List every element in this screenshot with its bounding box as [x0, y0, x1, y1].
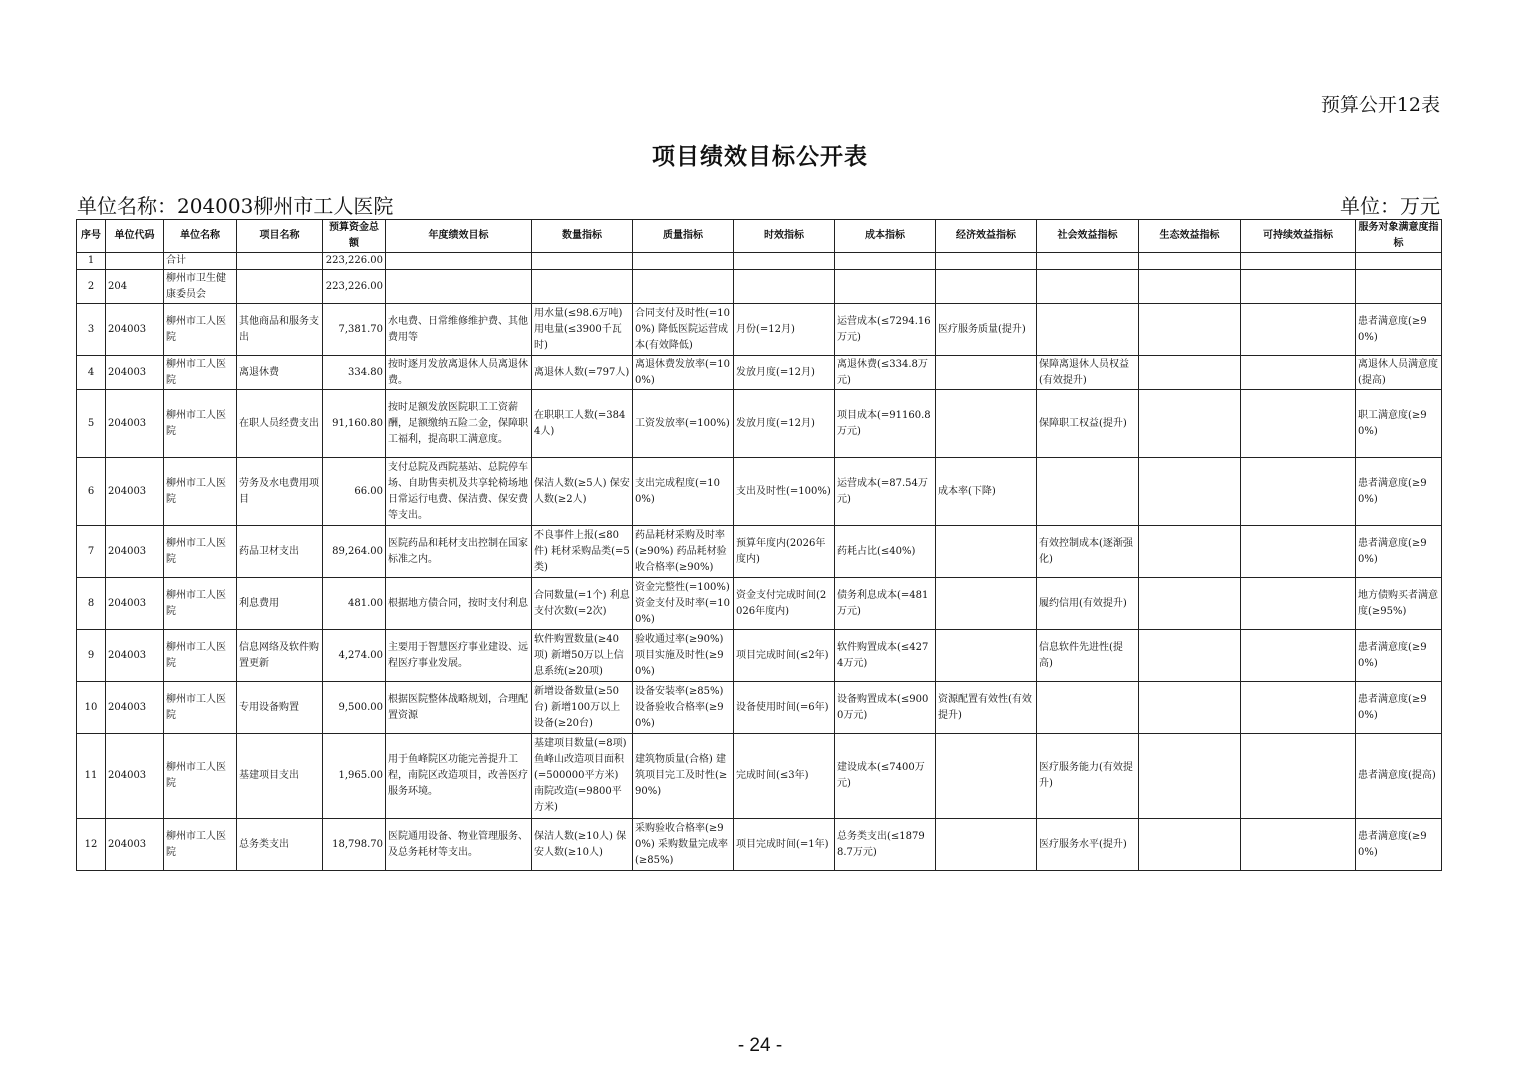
table-cell: 有效控制成本(逐渐强化) [1037, 526, 1139, 578]
table-cell: 建设成本(≤7400万元) [835, 734, 936, 819]
table-cell [936, 819, 1037, 871]
table-cell: 运营成本(≤7294.16万元) [835, 304, 936, 356]
table-cell: 设备安装率(≥85%) 设备验收合格率(≥90%) [633, 682, 734, 734]
table-cell [1241, 270, 1356, 304]
table-cell: 支出完成程度(=100%) [633, 458, 734, 526]
table-cell: 不良事件上报(≤80件) 耗材采购品类(=5类) [532, 526, 633, 578]
table-cell: 根据医院整体战略规划，合理配置资源 [386, 682, 532, 734]
table-cell: 主要用于智慧医疗事业建设、远程医疗事业发展。 [386, 630, 532, 682]
table-cell: 患者满意度(≥90%) [1356, 458, 1442, 526]
table-cell: 8 [77, 578, 106, 630]
table-cell: 12 [77, 819, 106, 871]
table-cell [936, 578, 1037, 630]
table-row [77, 682, 1442, 734]
table-cell: 地方债购买者满意度(≥95%) [1356, 578, 1442, 630]
table-cell: 89,264.00 [323, 526, 386, 578]
table-cell: 合计 [164, 253, 237, 270]
table-cell [1037, 270, 1139, 304]
table-cell: 204003 [106, 356, 164, 390]
col-header: 数量指标 [532, 220, 633, 253]
table-cell: 医疗服务能力(有效提升) [1037, 734, 1139, 819]
table-cell [1139, 458, 1241, 526]
unit-name-label: 单位名称：204003柳州市工人医院 [77, 194, 394, 218]
table-cell [1139, 734, 1241, 819]
table-cell [1356, 270, 1442, 304]
table-cell: 204003 [106, 578, 164, 630]
table-cell [936, 630, 1037, 682]
table-cell: 基建项目支出 [237, 734, 323, 819]
table-cell: 204003 [106, 734, 164, 819]
table-cell [734, 270, 835, 304]
table-cell [936, 270, 1037, 304]
table-cell [1139, 578, 1241, 630]
col-header: 年度绩效目标 [386, 220, 532, 253]
table-cell: 项目完成时间(≤2年) [734, 630, 835, 682]
table-cell: 支付总院及西院基站、总院停车场、自助售卖机及共享轮椅场地日常运行电费、保洁费、保安费等支出。 [386, 458, 532, 526]
table-cell: 204003 [106, 526, 164, 578]
table-cell: 项目完成时间(=1年) [734, 819, 835, 871]
table-cell: 10 [77, 682, 106, 734]
table-cell: 合同支付及时性(=100%) 降低医院运营成本(有效降低) [633, 304, 734, 356]
table-cell [835, 253, 936, 270]
table-cell: 保障职工权益(提升) [1037, 390, 1139, 458]
table-cell: 项目成本(=91160.8万元) [835, 390, 936, 458]
table-body [77, 253, 1442, 871]
table-cell [237, 270, 323, 304]
table-cell: 根据地方债合同，按时支付利息 [386, 578, 532, 630]
table-cell: 柳州市工人医院 [164, 734, 237, 819]
table-cell [1139, 253, 1241, 270]
table-cell [1241, 253, 1356, 270]
table-cell: 患者满意度(≥90%) [1356, 304, 1442, 356]
table-cell: 运营成本(=87.54万元) [835, 458, 936, 526]
table-cell: 药耗占比(≤40%) [835, 526, 936, 578]
table-cell: 患者满意度(≥90%) [1356, 682, 1442, 734]
table-cell: 履约信用(有效提升) [1037, 578, 1139, 630]
table-row [77, 304, 1442, 356]
table-cell: 资金支付完成时间(2026年度内) [734, 578, 835, 630]
table-cell: 在职人员经费支出 [237, 390, 323, 458]
table-cell: 工资发放率(=100%) [633, 390, 734, 458]
table-cell [1139, 390, 1241, 458]
table-cell: 完成时间(≤3年) [734, 734, 835, 819]
table-cell [936, 253, 1037, 270]
table-cell [1241, 734, 1356, 819]
table-row [77, 270, 1442, 304]
table-cell: 采购验收合格率(≥90%) 采购数量完成率(≥85%) [633, 819, 734, 871]
table-number-label: 预算公开12表 [1320, 94, 1440, 116]
table-cell: 204003 [106, 682, 164, 734]
table-cell: 柳州市工人医院 [164, 356, 237, 390]
table-cell: 334.80 [323, 356, 386, 390]
col-header: 单位代码 [106, 220, 164, 253]
table-cell [1139, 526, 1241, 578]
table-cell: 医疗服务质量(提升) [936, 304, 1037, 356]
table-cell [936, 734, 1037, 819]
col-header: 生态效益指标 [1139, 220, 1241, 253]
table-cell: 水电费、日常维修维护费、其他费用等 [386, 304, 532, 356]
table-cell: 建筑物质量(合格) 建筑项目完工及时性(≥90%) [633, 734, 734, 819]
table-cell [1037, 458, 1139, 526]
table-cell: 基建项目数量(=8项) 鱼峰山改造项目面积(=500000平方米) 南院改造(=9800平方米) [532, 734, 633, 819]
table-cell [532, 253, 633, 270]
table-cell: 验收通过率(≥90%) 项目实施及时性(≥90%) [633, 630, 734, 682]
table-cell: 医疗服务水平(提升) [1037, 819, 1139, 871]
table-cell: 专用设备购置 [237, 682, 323, 734]
table-cell: 信息网络及软件购置更新 [237, 630, 323, 682]
table-cell: 离退休费 [237, 356, 323, 390]
col-header: 可持续效益指标 [1241, 220, 1356, 253]
table-cell: 用于鱼峰院区功能完善提升工程，南院区改造项目，改善医疗服务环境。 [386, 734, 532, 819]
table-cell: 发放月度(=12月) [734, 356, 835, 390]
table-cell: 柳州市工人医院 [164, 819, 237, 871]
table-cell: 其他商品和服务支出 [237, 304, 323, 356]
table-cell: 204003 [106, 458, 164, 526]
table-cell: 预算年度内(2026年度内) [734, 526, 835, 578]
table-cell: 3 [77, 304, 106, 356]
table-cell [1139, 356, 1241, 390]
table-cell [936, 526, 1037, 578]
performance-table [76, 219, 1442, 871]
table-cell: 信息软件先进性(提高) [1037, 630, 1139, 682]
table-cell [1241, 304, 1356, 356]
table-row [77, 819, 1442, 871]
table-row [77, 253, 1442, 270]
col-header: 质量指标 [633, 220, 734, 253]
table-cell [1241, 526, 1356, 578]
table-cell [734, 253, 835, 270]
table-cell [386, 270, 532, 304]
table-cell: 223,226.00 [323, 253, 386, 270]
table-cell: 患者满意度(≥90%) [1356, 630, 1442, 682]
table-cell: 离退休费(≤334.8万元) [835, 356, 936, 390]
table-cell: 6 [77, 458, 106, 526]
table-cell: 按时足额发放医院职工工资薪酬，足额缴纳五险二金，保障职工福利，提高职工满意度。 [386, 390, 532, 458]
unit-info-row [77, 190, 1440, 216]
table-cell [1139, 270, 1241, 304]
table-cell: 总务类支出(≤18798.7万元) [835, 819, 936, 871]
table-cell [1241, 819, 1356, 871]
table-cell: 患者满意度(提高) [1356, 734, 1442, 819]
col-header: 单位名称 [164, 220, 237, 253]
table-row [77, 458, 1442, 526]
table-cell: 用水量(≤98.6万吨) 用电量(≤3900千瓦时) [532, 304, 633, 356]
table-cell [1241, 356, 1356, 390]
col-header: 成本指标 [835, 220, 936, 253]
table-cell: 1,965.00 [323, 734, 386, 819]
table-cell [633, 270, 734, 304]
table-cell: 债务利息成本(=481万元) [835, 578, 936, 630]
table-cell: 资源配置有效性(有效提升) [936, 682, 1037, 734]
col-header: 预算资金总额 [323, 220, 386, 253]
table-cell [386, 253, 532, 270]
table-cell: 患者满意度(≥90%) [1356, 526, 1442, 578]
table-cell: 成本率(下降) [936, 458, 1037, 526]
col-header: 序号 [77, 220, 106, 253]
table-cell: 保障离退休人员权益(有效提升) [1037, 356, 1139, 390]
table-cell: 4,274.00 [323, 630, 386, 682]
table-header-row [77, 220, 1442, 253]
table-cell: 利息费用 [237, 578, 323, 630]
table-cell: 离退休费发放率(=100%) [633, 356, 734, 390]
page-number: - 24 - [737, 1035, 783, 1056]
col-header: 项目名称 [237, 220, 323, 253]
table-cell: 91,160.80 [323, 390, 386, 458]
table-cell: 9 [77, 630, 106, 682]
table-cell: 柳州市工人医院 [164, 682, 237, 734]
table-cell: 柳州市工人医院 [164, 458, 237, 526]
table-cell [1037, 682, 1139, 734]
table-cell [1241, 390, 1356, 458]
table-cell: 5 [77, 390, 106, 458]
table-cell [1356, 253, 1442, 270]
table-cell: 发放月度(=12月) [734, 390, 835, 458]
table-cell [835, 270, 936, 304]
table-cell: 离退休人员满意度(提高) [1356, 356, 1442, 390]
table-cell [1037, 253, 1139, 270]
table-cell: 7 [77, 526, 106, 578]
table-cell: 4 [77, 356, 106, 390]
table-cell [1241, 682, 1356, 734]
table-cell [1139, 682, 1241, 734]
table-cell: 软件购置数量(≥40项) 新增50万以上信息系统(≥20项) [532, 630, 633, 682]
table-cell: 设备购置成本(≤9000万元) [835, 682, 936, 734]
table-cell: 药品卫材支出 [237, 526, 323, 578]
table-cell: 柳州市工人医院 [164, 578, 237, 630]
table-cell: 资金完整性(=100%) 资金支付及时率(=100%) [633, 578, 734, 630]
table-row [77, 390, 1442, 458]
page-title: 项目绩效目标公开表 [652, 143, 868, 170]
table-cell [936, 356, 1037, 390]
col-header: 社会效益指标 [1037, 220, 1139, 253]
table-cell [1139, 819, 1241, 871]
table-cell: 设备使用时间(=6年) [734, 682, 835, 734]
table-cell: 按时逐月发放离退休人员离退休费。 [386, 356, 532, 390]
table-row [77, 526, 1442, 578]
table-cell: 204003 [106, 390, 164, 458]
table-cell [1037, 304, 1139, 356]
table-cell [237, 253, 323, 270]
table-cell [1241, 578, 1356, 630]
table-cell: 保洁人数(≥5人) 保安人数(≥2人) [532, 458, 633, 526]
table-cell [936, 390, 1037, 458]
col-header: 服务对象满意度指标 [1356, 220, 1442, 253]
table-cell: 总务类支出 [237, 819, 323, 871]
table-cell: 204003 [106, 819, 164, 871]
table-cell: 柳州市工人医院 [164, 630, 237, 682]
table-cell: 合同数量(=1个) 利息支付次数(=2次) [532, 578, 633, 630]
table-cell: 支出及时性(=100%) [734, 458, 835, 526]
table-cell: 柳州市工人医院 [164, 526, 237, 578]
table-cell: 月份(=12月) [734, 304, 835, 356]
table-cell [1139, 630, 1241, 682]
table-cell: 223,226.00 [323, 270, 386, 304]
table-cell: 患者满意度(≥90%) [1356, 819, 1442, 871]
table-cell: 204 [106, 270, 164, 304]
table-cell: 医院药品和耗材支出控制在国家标准之内。 [386, 526, 532, 578]
table-cell: 18,798.70 [323, 819, 386, 871]
table-cell: 离退休人数(=797人) [532, 356, 633, 390]
table-cell: 软件购置成本(≤4274万元) [835, 630, 936, 682]
table-cell: 2 [77, 270, 106, 304]
table-row [77, 578, 1442, 630]
table-row [77, 630, 1442, 682]
col-header: 时效指标 [734, 220, 835, 253]
currency-unit-label: 单位：万元 [1340, 194, 1440, 218]
table-cell: 新增设备数量(≥50台) 新增100万以上设备(≥20台) [532, 682, 633, 734]
table-cell: 在职职工人数(=3844人) [532, 390, 633, 458]
table-row [77, 356, 1442, 390]
table-cell: 柳州市工人医院 [164, 304, 237, 356]
table-cell [1241, 458, 1356, 526]
table-row [77, 734, 1442, 819]
table-cell: 1 [77, 253, 106, 270]
table-cell [633, 253, 734, 270]
table-cell: 9,500.00 [323, 682, 386, 734]
table-cell: 481.00 [323, 578, 386, 630]
col-header: 经济效益指标 [936, 220, 1037, 253]
table-cell: 职工满意度(≥90%) [1356, 390, 1442, 458]
table-cell: 204003 [106, 630, 164, 682]
table-cell: 药品耗材采购及时率(≥90%) 药品耗材验收合格率(≥90%) [633, 526, 734, 578]
table-cell: 柳州市卫生健康委员会 [164, 270, 237, 304]
table-cell: 保洁人数(≥10人) 保安人数(≥10人) [532, 819, 633, 871]
table-cell [1241, 630, 1356, 682]
table-cell: 66.00 [323, 458, 386, 526]
table-cell [532, 270, 633, 304]
table-cell: 204003 [106, 304, 164, 356]
table-cell [1139, 304, 1241, 356]
table-cell [106, 253, 164, 270]
table-cell: 医院通用设备、物业管理服务、及总务耗材等支出。 [386, 819, 532, 871]
table-cell: 11 [77, 734, 106, 819]
table-cell: 7,381.70 [323, 304, 386, 356]
table-cell: 劳务及水电费用项目 [237, 458, 323, 526]
table-cell: 柳州市工人医院 [164, 390, 237, 458]
